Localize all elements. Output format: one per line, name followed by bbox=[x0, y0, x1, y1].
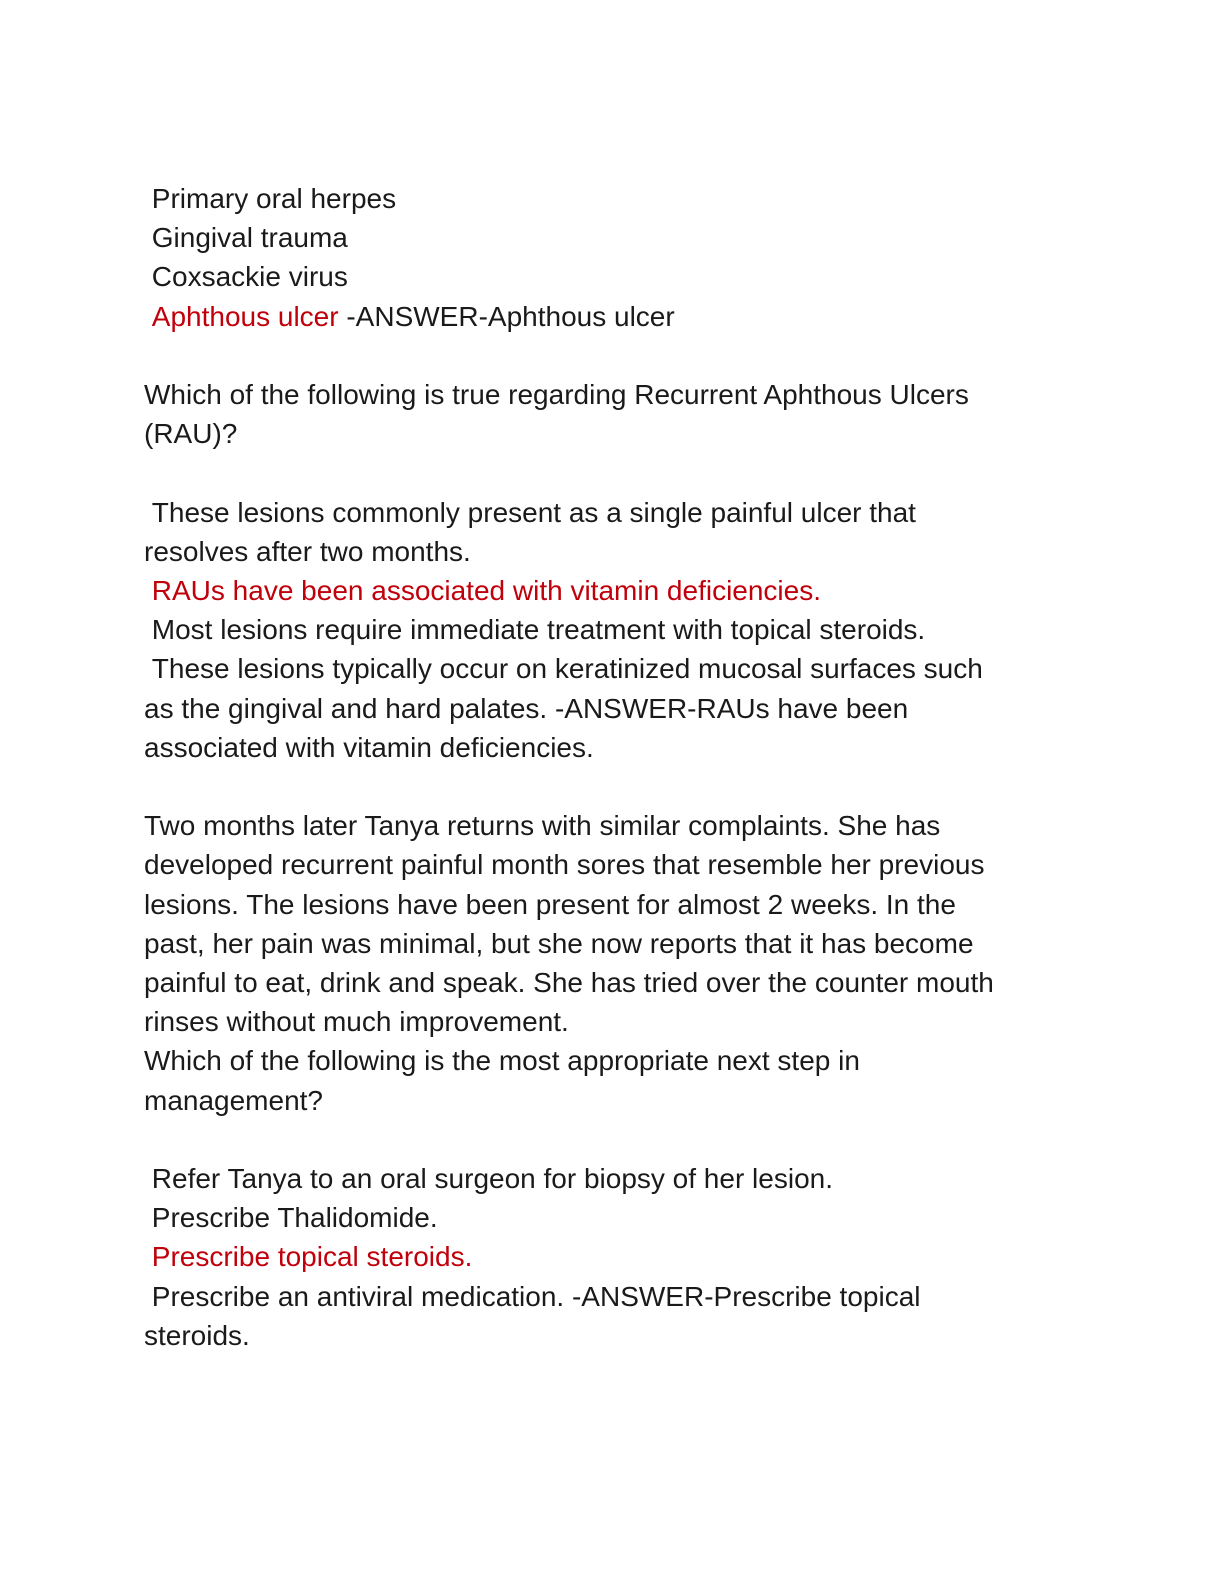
option-topical-steroids-treatment: Most lesions require immediate treatment with topical steroids. bbox=[144, 614, 926, 646]
scenario-line-4: past, her pain was minimal, but she now reports that it has become bbox=[144, 927, 974, 959]
question-rau-line-2: (RAU)? bbox=[144, 418, 238, 450]
option-single-ulcer-line-2: resolves after two months. bbox=[144, 535, 471, 567]
paragraph-spacer bbox=[144, 453, 1064, 492]
option-keratinized-line-2: as the gingival and hard palates. -ANSWER-RAUs have been bbox=[144, 692, 909, 724]
scenario-line-1: Two months later Tanya returns with similar complaints. She has bbox=[144, 810, 941, 842]
option-keratinized-line-1: These lesions typically occur on keratinized mucosal surfaces such bbox=[144, 653, 983, 685]
question-rau-line-1: Which of the following is true regarding Recurrent Aphthous Ulcers bbox=[144, 379, 969, 410]
scenario-line-5: painful to eat, drink and speak. She has tried over the counter mouth bbox=[144, 967, 994, 999]
answer-line-aphthous-ulcer bbox=[144, 297, 1064, 336]
option-gingival-trauma: Gingival trauma bbox=[144, 222, 348, 254]
option-primary-oral-herpes: Primary oral herpes bbox=[144, 183, 397, 214]
scenario-line-3: lesions. The lesions have been present for almost 2 weeks. In the bbox=[144, 888, 956, 920]
question-next-step-line-1: Which of the following is the most appropriate next step in bbox=[144, 1045, 860, 1077]
answer-suffix: -ANSWER-Aphthous ulcer bbox=[338, 300, 675, 332]
option-single-ulcer-line-1: These lesions commonly present as a single painful ulcer that bbox=[144, 496, 916, 528]
correct-option-topical-steroids: Prescribe topical steroids. bbox=[144, 1241, 473, 1273]
option-thalidomide: Prescribe Thalidomide. bbox=[144, 1202, 438, 1234]
scenario-line-2: developed recurrent painful month sores that resemble her previous bbox=[144, 849, 985, 881]
correct-option-vitamin-deficiencies: RAUs have been associated with vitamin deficiencies. bbox=[144, 575, 822, 606]
question-next-step-line-2: management? bbox=[144, 1084, 324, 1116]
paragraph-spacer bbox=[144, 1120, 1064, 1159]
paragraph-spacer bbox=[144, 767, 1064, 806]
option-keratinized-line-3: associated with vitamin deficiencies. bbox=[144, 731, 594, 763]
document-content bbox=[144, 179, 1064, 1355]
paragraph-spacer bbox=[144, 336, 1064, 375]
option-antiviral-line-2: steroids. bbox=[144, 1319, 250, 1351]
option-refer-oral-surgeon: Refer Tanya to an oral surgeon for biopsy of her lesion. bbox=[144, 1163, 833, 1195]
option-coxsackie-virus: Coxsackie virus bbox=[144, 261, 348, 293]
correct-option-highlight: Aphthous ulcer bbox=[144, 300, 339, 332]
option-antiviral-line-1: Prescribe an antiviral medication. -ANSWER-Prescribe topical bbox=[144, 1280, 921, 1312]
scenario-line-6: rinses without much improvement. bbox=[144, 1006, 569, 1038]
